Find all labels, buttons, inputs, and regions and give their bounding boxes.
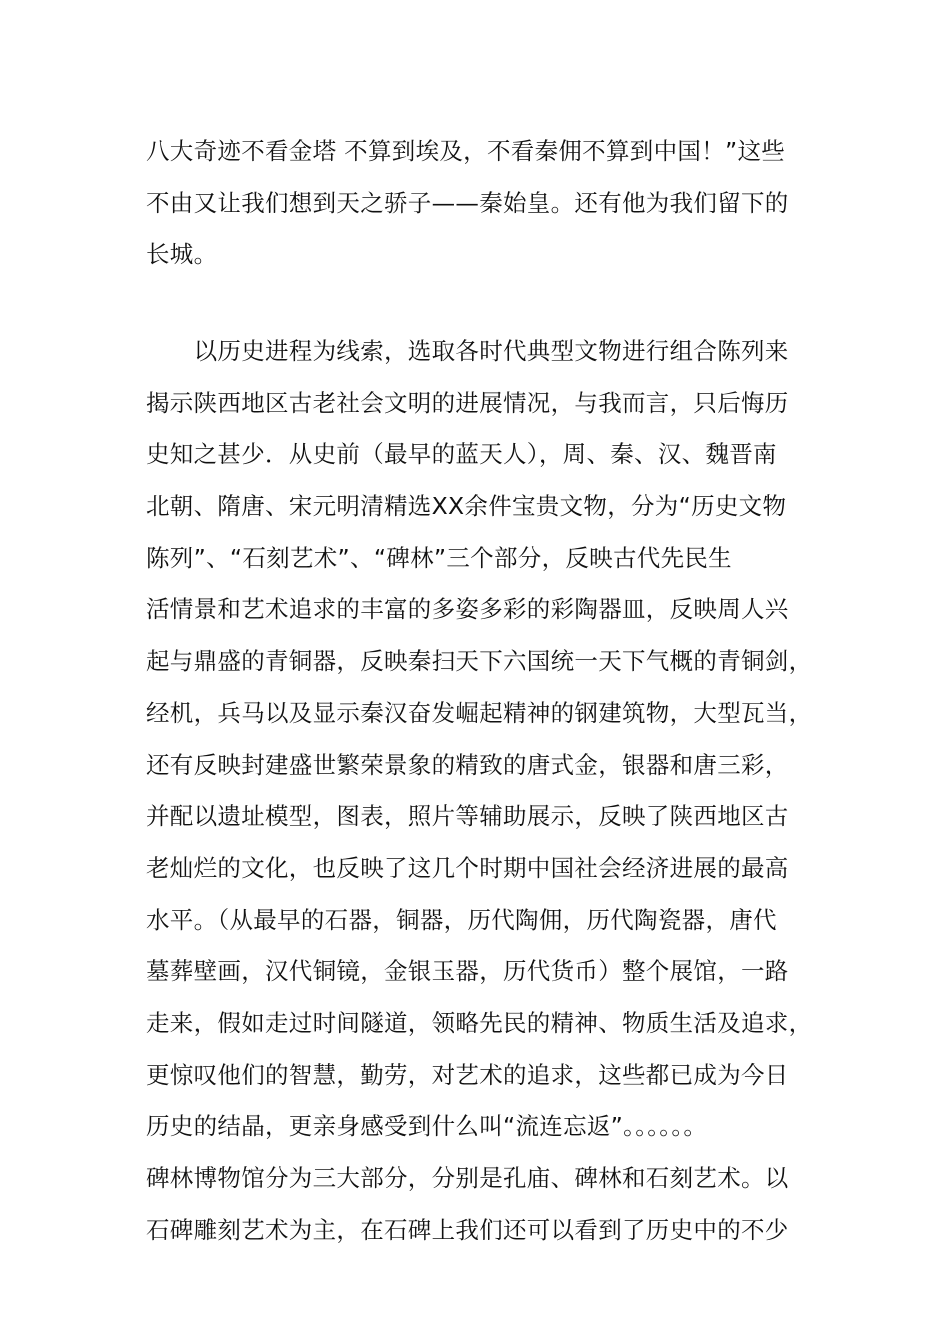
- text-line: 更惊叹他们的智慧，勤劳，对艺术的追求，这些都已成为今日: [146, 1060, 789, 1089]
- text-line: 水平。（从最早的石器，铜器，历代陶佣，历代陶瓷器，唐代: [146, 905, 777, 934]
- paragraph-2: [146, 326, 836, 1256]
- text-line: 经机，兵马以及显示秦汉奋发崛起精神的钢建筑物，大型瓦当，: [146, 698, 813, 727]
- text-line: 走来，假如走过时间隧道，领略先民的精神、物质生活及追求，: [146, 1008, 813, 1037]
- text-line: 老灿烂的文化，也反映了这几个时期中国社会经济进展的最高: [146, 853, 789, 882]
- text-line: 八大奇迹不看金塔 不算到埃及，不看秦佣不算到中国！”这些: [146, 137, 786, 165]
- text-line: 长城。: [146, 240, 218, 269]
- text-line: 以历史进程为线索，选取各时代典型文物进行组合陈列来: [146, 337, 789, 365]
- paragraph-1: [146, 126, 836, 281]
- text-line: 并配以遗址模型，图表，照片等辅助展示，反映了陕西地区古: [146, 802, 789, 831]
- text-line: 石碑雕刻艺术为主，在石碑上我们还可以看到了历史中的不少: [146, 1215, 789, 1244]
- text-line: 不由又让我们想到天之骄子——秦始皇。还有他为我们留下的: [146, 188, 789, 217]
- text-line: 北朝、隋唐、宋元明清精选XX余件宝贵文物，分为“历史文物: [146, 492, 787, 521]
- text-line: 史知之甚少．从史前（最早的蓝天人），周、秦、汉、魏晋南: [146, 440, 777, 469]
- text-line: 还有反映封建盛世繁荣景象的精致的唐式金，银器和唐三彩，: [146, 750, 789, 779]
- text-line: 历史的结晶，更亲身感受到什么叫“流连忘返”。。。。。。: [146, 1112, 708, 1141]
- text-line: 墓葬壁画，汉代铜镜，金银玉器，历代货币）整个展馆，一路: [146, 957, 789, 986]
- text-line: 碑林博物馆分为三大部分，分别是孔庙、碑林和石刻艺术。以: [146, 1164, 789, 1192]
- text-line: 活情景和艺术追求的丰富的多姿多彩的彩陶器皿，反映周人兴: [146, 595, 789, 624]
- text-line: 揭示陕西地区古老社会文明的进展情况，与我而言，只后悔历: [146, 388, 789, 417]
- text-line: 陈列”、“石刻艺术”、“碑林”三个部分，反映古代先民生: [146, 543, 732, 572]
- text-line: 起与鼎盛的青铜器，反映秦扫天下六国统一天下气概的青铜剑，: [146, 647, 813, 676]
